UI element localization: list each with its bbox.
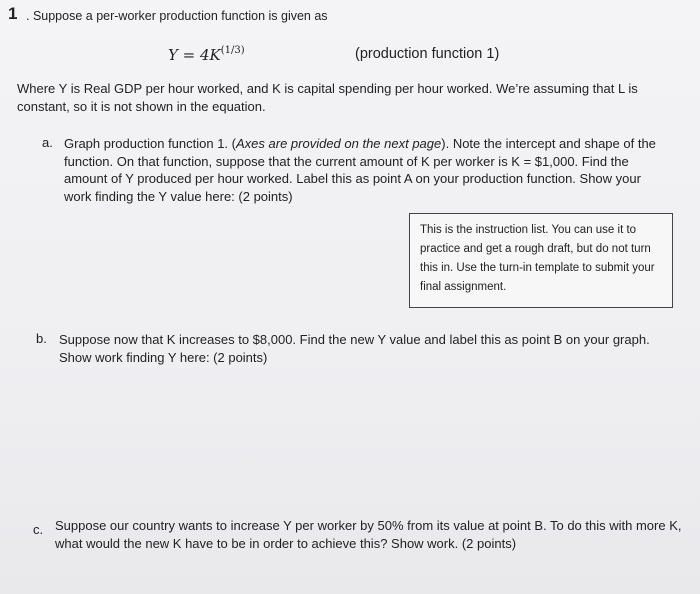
part-a-text [64,135,664,205]
part-b-letter: b. [36,331,47,346]
question-intro: . Suppose a per-worker production function is given as [26,9,328,23]
part-a-text-italic: Axes are provided on the next page [236,136,442,151]
question-description: Where Y is Real GDP per hour worked, and K is capital spending per hour worked. We’re assuming that L is constant, so it is not shown in the equation. [17,81,638,114]
part-c-letter: c. [33,522,44,537]
part-a-text-1: Graph production function 1. ( [64,136,236,151]
question-number: 1 [8,4,18,23]
equation-label: (production function 1) [355,46,500,62]
part-c-text: Suppose our country wants to increase Y per worker by 50% from its value at point B. To do this with more K, what would the new K have to be in order to achieve this? Show work. (2 points) [55,518,682,551]
instruction-box: This is the instruction list. You can use it to practice and get a rough draft, but do not turn this in. Use the turn-in template to submit your final assignment. [409,213,673,308]
production-equation [168,45,245,64]
equation-exponent: (1/3) [220,45,245,56]
part-b-text: Suppose now that K increases to $8,000. Find the new Y value and label this as point B on your graph. Show work finding Y here: (2 points) [59,332,650,365]
part-a-text-2: ). Note the intercept and shape of the function. On that function, suppose that the current amount of K per worker is K = $1,000. Find the amount of Y produced per hour worked. Label this as point A on your production function. Show your work finding the Y value here: (2 points) [64,136,656,204]
equation-lhs: Y = 4K [168,46,221,64]
part-a-letter: a. [42,135,53,150]
